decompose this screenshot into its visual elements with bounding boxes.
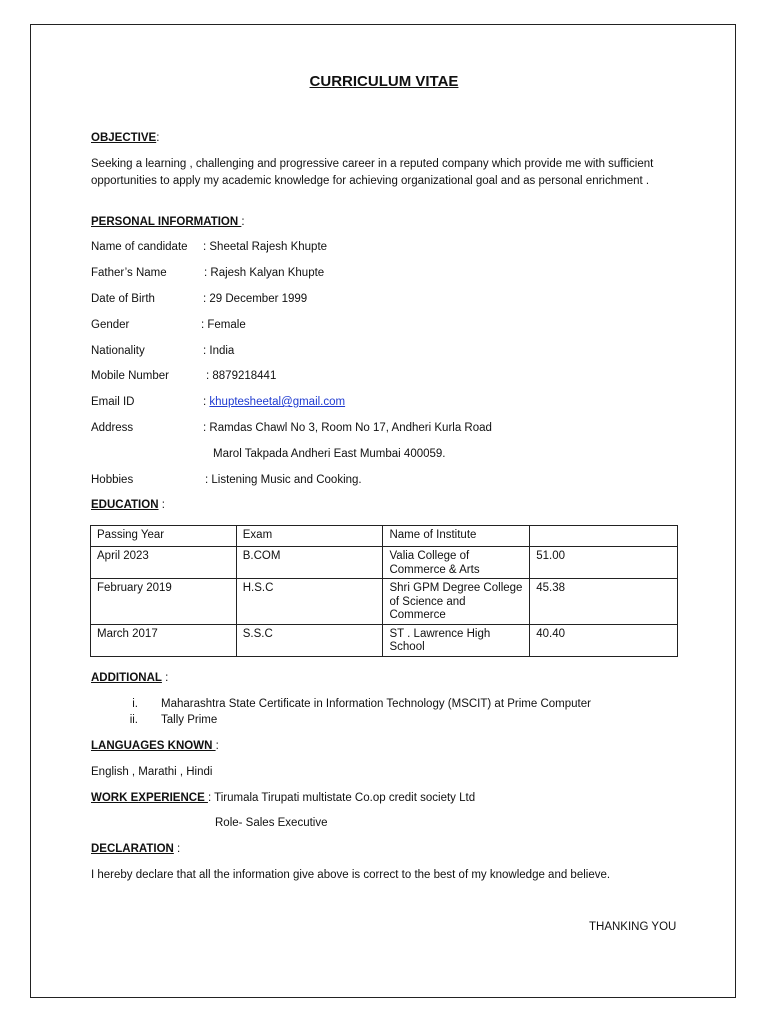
cell-institute: Shri GPM Degree College of Science and Commerce xyxy=(383,579,530,625)
education-heading-text: EDUCATION xyxy=(91,499,159,511)
email-link[interactable]: khuptesheetal@gmail.com xyxy=(209,396,346,408)
work-line xyxy=(91,791,475,805)
value-nationality: : India xyxy=(203,345,235,357)
cell-exam: B.COM xyxy=(236,547,383,579)
table-row xyxy=(91,579,678,625)
personal-heading-text: PERSONAL INFORMATION xyxy=(91,216,242,228)
label-email: Email ID xyxy=(91,396,135,408)
closing-text: THANKING YOU xyxy=(589,921,677,933)
value-address: : Ramdas Chawl No 3, Room No 17, Andheri Kurla Road xyxy=(203,422,492,434)
table-row xyxy=(91,624,678,656)
value-email xyxy=(203,395,345,409)
languages-heading: LANGUAGES KNOWN : xyxy=(91,740,219,752)
languages-heading-text: LANGUAGES KNOWN xyxy=(91,740,216,752)
label-hobbies: Hobbies xyxy=(91,474,134,486)
list-number: i. xyxy=(132,698,138,710)
languages-text: English , Marathi , Hindi xyxy=(91,766,213,778)
label-address: Address xyxy=(91,422,134,434)
cell-institute: ST . Lawrence High School xyxy=(383,624,530,656)
column-header: Name of Institute xyxy=(383,526,530,547)
cell-exam: H.S.C xyxy=(236,579,383,625)
label-dob: Date of Birth xyxy=(91,293,155,305)
value-mobile: : 8879218441 xyxy=(206,370,277,382)
value-dob: : 29 December 1999 xyxy=(203,293,308,305)
education-header-row xyxy=(91,526,678,547)
cell-score: 51.00 xyxy=(530,547,678,579)
objective-text: Seeking a learning , challenging and progressive career in a reputed company which provide me with sufficient opportunities to apply my academic knowledge for achieving organizational goal and as personal enrichment . xyxy=(91,158,654,187)
work-heading: WORK EXPERIENCE xyxy=(91,792,208,804)
cell-institute: Valia College of Commerce & Arts xyxy=(383,547,530,579)
label-mobile: Mobile Number xyxy=(91,370,169,382)
label-nationality: Nationality xyxy=(91,345,145,357)
education-table xyxy=(90,525,678,657)
page-title: CURRICULUM VITAE xyxy=(309,73,459,90)
column-header: Passing Year xyxy=(91,526,237,547)
list-number: ii. xyxy=(129,714,138,726)
additional-heading: ADDITIONAL : xyxy=(91,672,169,684)
value-gender: : Female xyxy=(201,319,246,331)
declaration-heading: DECLARATION : xyxy=(91,843,181,855)
cell-exam: S.S.C xyxy=(236,624,383,656)
declaration-text: I hereby declare that all the information give above is correct to the best of my knowledge and believe. xyxy=(91,869,611,881)
cell-score: 45.38 xyxy=(530,579,678,625)
value-father: : Rajesh Kalyan Khupte xyxy=(204,267,325,279)
work-role: Role- Sales Executive xyxy=(215,817,328,829)
list-item: Tally Prime xyxy=(161,714,218,726)
objective-heading-text: OBJECTIVE xyxy=(91,132,157,144)
work-company: : Tirumala Tirupati multistate Co.op credit society Ltd xyxy=(207,792,476,804)
column-header xyxy=(530,526,678,547)
education-heading: EDUCATION : xyxy=(91,499,165,511)
column-header: Exam xyxy=(236,526,383,547)
value-name: : Sheetal Rajesh Khupte xyxy=(203,241,328,253)
value-address-line2: Marol Takpada Andheri East Mumbai 400059. xyxy=(213,448,446,460)
cell-year: March 2017 xyxy=(91,624,237,656)
cell-score: 40.40 xyxy=(530,624,678,656)
additional-heading-text: ADDITIONAL xyxy=(91,672,162,684)
label-gender: Gender xyxy=(91,319,130,331)
objective-heading: OBJECTIVE: xyxy=(91,132,160,144)
cell-year: April 2023 xyxy=(91,547,237,579)
list-item: Maharashtra State Certificate in Information Technology (MSCIT) at Prime Computer xyxy=(161,698,591,710)
cell-year: February 2019 xyxy=(91,579,237,625)
label-father: Father’s Name xyxy=(91,267,167,279)
email-colon: : xyxy=(203,396,207,408)
declaration-heading-text: DECLARATION xyxy=(91,843,174,855)
value-hobbies: : Listening Music and Cooking. xyxy=(205,474,362,486)
table-row xyxy=(91,547,678,579)
label-name: Name of candidate xyxy=(91,241,188,253)
personal-heading: PERSONAL INFORMATION : xyxy=(91,216,245,228)
